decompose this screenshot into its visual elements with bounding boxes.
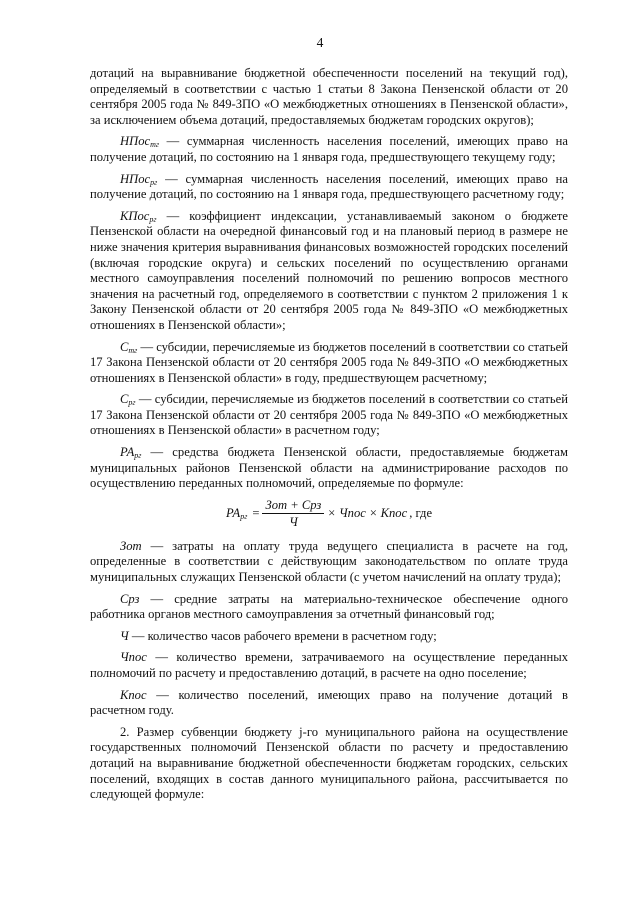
paragraph: КПос$_{рг}$ — коэффициент индексации, устанавливаемый законом о бюджете Пензенской области на очередной финансовый год и на плановый период в размере не ниже значения критерия выравнивания финансовых возможностей городских поселений (включая городские округа) и сельских поселений по осуществлению органами местного самоуправления поселений полномочий по решению вопросов местного значения на расчетный год, определяемого в соответствии с пунктом 2 приложения 1 к Закону Пензенской области от 20 сентября 2005 года № 849-ЗПО «О межбюджетных отношениях в Пензенской области»;: [90, 208, 568, 332]
formula-lhs: $РА_{рг}$: [225, 505, 248, 521]
formula-denominator: Ч: [289, 514, 298, 529]
term: КПос$_{рг}$: [120, 208, 157, 224]
document-body: [90, 66, 568, 809]
term: НПос$_{рг}$: [120, 171, 158, 187]
paragraph: $РА_{рг}$ — средства бюджета Пензенской области, предоставляемые бюджетам муниципальных районов Пензенской области на администрирование расходов по осуществлению переданных полномочий, определяемые по формуле:: [90, 445, 568, 491]
paragraph: НПос$_{рг}$ — суммарная численность населения поселений, имеющих право на получение дотаций, по состоянию на 1 января года, предшествующего расчетному году;: [90, 171, 568, 202]
term: $С_{рг}$: [120, 392, 136, 408]
formula: [90, 498, 568, 529]
formula-fraction: [262, 498, 324, 529]
page-number: 4: [316, 35, 324, 50]
definition: Кпос — количество поселений, имеющих право на получение дотаций в расчетном году.: [90, 687, 568, 718]
term: НПос$_{тг}$: [120, 134, 159, 150]
paragraph: $С_{рг}$ — субсидии, перечисляемые из бюджетов поселений в соответствии со статьей 17 Закона Пензенской области от 20 сентября 2005 года № 849-ЗПО «О межбюджетных отношениях в Пензенской области» в расчетном году;: [90, 392, 568, 438]
term: Кпос: [120, 687, 147, 702]
term: Зот: [120, 538, 142, 553]
formula-rest: × Чпос × Кпос: [327, 505, 408, 520]
definition: Срз — средние затраты на материально-техническое обеспечение одного работника органов местного самоуправления за отчетный финансовый год;: [90, 591, 568, 622]
definition: Ч — количество часов рабочего времени в расчетном году;: [120, 628, 437, 643]
term: $РА_{рг}$: [120, 445, 142, 461]
term: Срз: [120, 591, 140, 606]
section-paragraph: 2. Размер субвенции бюджету j-го муниципального района на осуществление государственных полномочий Пензенской области по расчету и предоставлению дотаций на выравнивание бюджетной обеспеченности бюджетам городских, сельских поселений, входящих в состав данного муниципального района, рассчитывается по следующей формуле:: [90, 724, 568, 802]
paragraph: $С_{тг}$ — субсидии, перечисляемые из бюджетов поселений в соответствии со статьей 17 Закона Пензенской области от 20 сентября 2005 года № 849-ЗПО «О межбюджетных отношениях в Пензенской области» в году, предшествующем расчетному;: [90, 339, 568, 385]
term: Ч: [120, 628, 129, 643]
definition: Зот — затраты на оплату труда ведущего специалиста в расчете на год, определенные в соответствии с действующим законодательством по оплате труда муниципальных служащих Пензенской области (с учетом начислений на оплату труда);: [90, 538, 568, 585]
formula-equals: =: [252, 505, 260, 520]
definition: Чпос — количество времени, затрачиваемого на осуществление переданных полномочий по расчету и предоставлению дотаций, в расчете на одно поселение;: [90, 650, 568, 680]
term: Чпос: [120, 650, 147, 665]
formula-numerator: Зот + Срз: [262, 498, 324, 514]
term: $С_{тг}$: [120, 339, 138, 355]
formula-tail: , где: [409, 505, 433, 520]
paragraph: дотаций на выравнивание бюджетной обеспеченности поселений на текущий год), определяемый в соответствии с частью 1 статьи 8 Закона Пензенской области от 20 сентября 2005 года № 849-ЗПО «О межбюджетных отношениях в Пензенской области», за исключением объема дотаций, предоставляемых бюджетам городских округов);: [90, 66, 568, 127]
paragraph: НПос$_{тг}$ — суммарная численность населения поселений, имеющих право на получение дотаций, по состоянию на 1 января года, предшествующего текущему году;: [90, 134, 568, 164]
